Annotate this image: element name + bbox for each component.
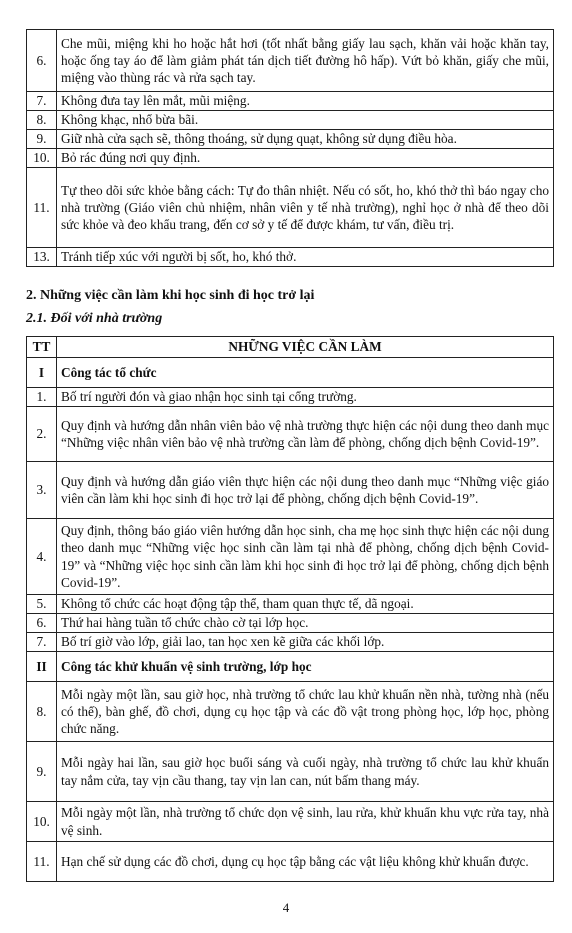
row-number: 8. xyxy=(27,682,57,742)
row-number: 6. xyxy=(27,614,57,633)
row-number: 9. xyxy=(27,742,57,802)
section-number: II xyxy=(27,652,57,682)
row-number: 6. xyxy=(27,30,57,92)
row-number: 4. xyxy=(27,519,57,595)
table-row xyxy=(27,388,554,407)
row-number: 7. xyxy=(27,92,57,111)
row-text: Tránh tiếp xúc với người bị sốt, ho, khó thở. xyxy=(57,248,554,267)
section-row xyxy=(27,358,554,388)
table-row xyxy=(27,519,554,595)
table-row xyxy=(27,30,554,92)
row-text: Mỗi ngày một lần, nhà trường tổ chức dọn vệ sinh, lau rửa, khử khuẩn khu vực rửa tay, nhà vệ sinh. xyxy=(57,802,554,842)
row-number: 10. xyxy=(27,149,57,168)
table-row xyxy=(27,149,554,168)
section-row xyxy=(27,652,554,682)
row-number: 1. xyxy=(27,388,57,407)
table-row xyxy=(27,92,554,111)
table-header-row xyxy=(27,337,554,358)
table-row xyxy=(27,168,554,248)
section-title: Công tác tổ chức xyxy=(57,358,554,388)
row-text: Không khạc, nhổ bừa bãi. xyxy=(57,111,554,130)
section-heading: 2. Những việc cần làm khi học sinh đi học trở lại xyxy=(26,288,315,303)
table-row xyxy=(27,842,554,882)
row-text: Quy định và hướng dẫn nhân viên bảo vệ nhà trường thực hiện các nội dung theo danh mục “Những việc nhân viên bảo vệ nhà trường cần làm để phòng, chống dịch bệnh Covid-19”. xyxy=(57,407,554,462)
table-row xyxy=(27,802,554,842)
page-number: 4 xyxy=(282,900,290,915)
row-text: Bố trí người đón và giao nhận học sinh tại cổng trường. xyxy=(57,388,554,407)
row-number: 5. xyxy=(27,595,57,614)
table-row xyxy=(27,248,554,267)
row-number: 3. xyxy=(27,462,57,519)
table-row xyxy=(27,407,554,462)
row-text: Không tổ chức các hoạt động tập thể, tham quan thực tế, dã ngoại. xyxy=(57,595,554,614)
column-header-tt: TT xyxy=(27,337,57,358)
row-text: Bỏ rác đúng nơi quy định. xyxy=(57,149,554,168)
top-table xyxy=(26,29,554,267)
row-text: Quy định, thông báo giáo viên hướng dẫn học sinh, cha mẹ học sinh thực hiện các nội dung theo danh mục “Những việc học sinh cần làm tại nhà để phòng, chống dịch bệnh Covid-19” và “Những việc học sinh cần làm khi học sinh đi học trở lại để phòng, chống dịch bệnh Covid-19”. xyxy=(57,519,554,595)
row-text: Giữ nhà cửa sạch sẽ, thông thoáng, sử dụng quạt, không sử dụng điều hòa. xyxy=(57,130,554,149)
row-number: 2. xyxy=(27,407,57,462)
row-text: Không đưa tay lên mắt, mũi miệng. xyxy=(57,92,554,111)
row-text: Thứ hai hàng tuần tổ chức chào cờ tại lớp học. xyxy=(57,614,554,633)
column-header-tasks: NHỮNG VIỆC CẦN LÀM xyxy=(57,337,554,358)
row-number: 9. xyxy=(27,130,57,149)
table-row xyxy=(27,682,554,742)
row-text: Quy định và hướng dẫn giáo viên thực hiện các nội dung theo danh mục “Những việc giáo viên cần làm khi học sinh đi học trở lại để phòng, chống dịch bệnh Covid-19”. xyxy=(57,462,554,519)
table-row xyxy=(27,111,554,130)
row-number: 13. xyxy=(27,248,57,267)
row-text: Mỗi ngày một lần, sau giờ học, nhà trường tổ chức lau khử khuẩn nền nhà, tường nhà (nếu có thể), bàn ghế, đồ chơi, dụng cụ học tập và các đồ vật trong phòng học, lớp học, phòng chức năng. xyxy=(57,682,554,742)
row-text: Che mũi, miệng khi ho hoặc hắt hơi (tốt nhất bằng giấy lau sạch, khăn vải hoặc khăn tay, hoặc ống tay áo để làm giảm phát tán dịch tiết đường hô hấp). Vứt bỏ khăn, giấy che mũi, miệng vào thùng rác và rửa sạch tay. xyxy=(57,30,554,92)
table-row xyxy=(27,595,554,614)
row-number: 11. xyxy=(27,842,57,882)
row-number: 10. xyxy=(27,802,57,842)
row-number: 7. xyxy=(27,633,57,652)
table-row xyxy=(27,742,554,802)
section-title: Công tác khử khuẩn vệ sinh trường, lớp học xyxy=(57,652,554,682)
section-number: I xyxy=(27,358,57,388)
row-text: Mỗi ngày hai lần, sau giờ học buổi sáng và cuối ngày, nhà trường tổ chức lau khử khuẩn tay nắm cửa, tay vịn cầu thang, tay vịn lan can, nút bấm thang máy. xyxy=(57,742,554,802)
table-row xyxy=(27,633,554,652)
table-row xyxy=(27,462,554,519)
row-text: Bố trí giờ vào lớp, giải lao, tan học xen kẽ giữa các khối lớp. xyxy=(57,633,554,652)
row-text: Hạn chế sử dụng các đồ chơi, dụng cụ học tập bằng các vật liệu không khử khuẩn được. xyxy=(57,842,554,882)
table-row xyxy=(27,130,554,149)
table-row xyxy=(27,614,554,633)
row-text: Tự theo dõi sức khỏe bằng cách: Tự đo thân nhiệt. Nếu có sốt, ho, khó thở thì báo ngay cho nhà trường (Giáo viên chủ nhiệm, nhân viên y tế nhà trường), nghỉ học ở nhà để theo dõi sức khỏe và đeo khẩu trang, đến cơ sở y tế để được khám, tư vấn, điều trị. xyxy=(57,168,554,248)
subsection-heading: 2.1. Đối với nhà trường xyxy=(26,311,163,326)
row-number: 11. xyxy=(27,168,57,248)
row-number: 8. xyxy=(27,111,57,130)
main-table xyxy=(26,336,554,882)
